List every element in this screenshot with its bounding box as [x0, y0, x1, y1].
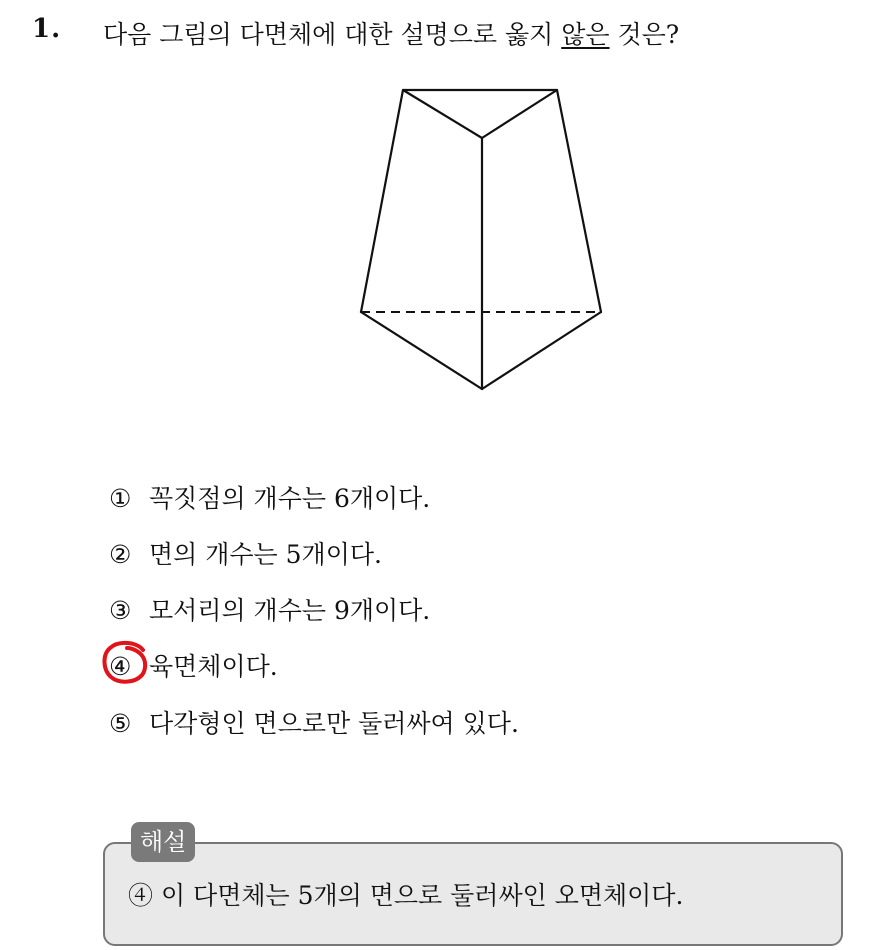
answer-circle-mark [99, 638, 151, 688]
top-face-edges [403, 90, 557, 138]
choice-text: 육면체이다. [149, 652, 278, 681]
choice-1 [109, 479, 430, 515]
choice-2 [109, 535, 382, 571]
choice-text: 꼭짓점의 개수는 6개이다. [149, 484, 431, 513]
explanation-text: ④ 이 다면체는 5개의 면으로 둘러싸인 오면체이다. [128, 881, 684, 910]
choice-number: ③ [109, 596, 132, 625]
question-text [103, 15, 679, 51]
choice-number: ⑤ [109, 709, 132, 738]
polyhedron-figure [340, 70, 630, 410]
choice-number: ① [109, 484, 132, 513]
choice-text: 다각형인 면으로만 둘러싸여 있다. [149, 709, 519, 738]
choice-number: ④ [109, 652, 132, 681]
choice-number: ② [109, 540, 132, 569]
bottom-left-edge [361, 312, 482, 389]
question-text-end: 것은? [609, 20, 680, 49]
choice-text: 면의 개수는 5개이다. [149, 540, 382, 569]
right-lateral-edge [557, 90, 601, 312]
explanation-label: 해설 [131, 822, 195, 862]
left-lateral-edge [361, 90, 403, 312]
choice-5 [109, 704, 519, 740]
question-text-underlined: 않은 [561, 20, 610, 49]
question-number: 1. [32, 14, 62, 44]
choice-text: 모서리의 개수는 9개이다. [149, 596, 431, 625]
question-text-start: 다음 그림의 다면체에 대한 설명으로 옳지 [103, 20, 562, 49]
bottom-right-edge [482, 312, 601, 389]
choice-3 [109, 591, 430, 627]
